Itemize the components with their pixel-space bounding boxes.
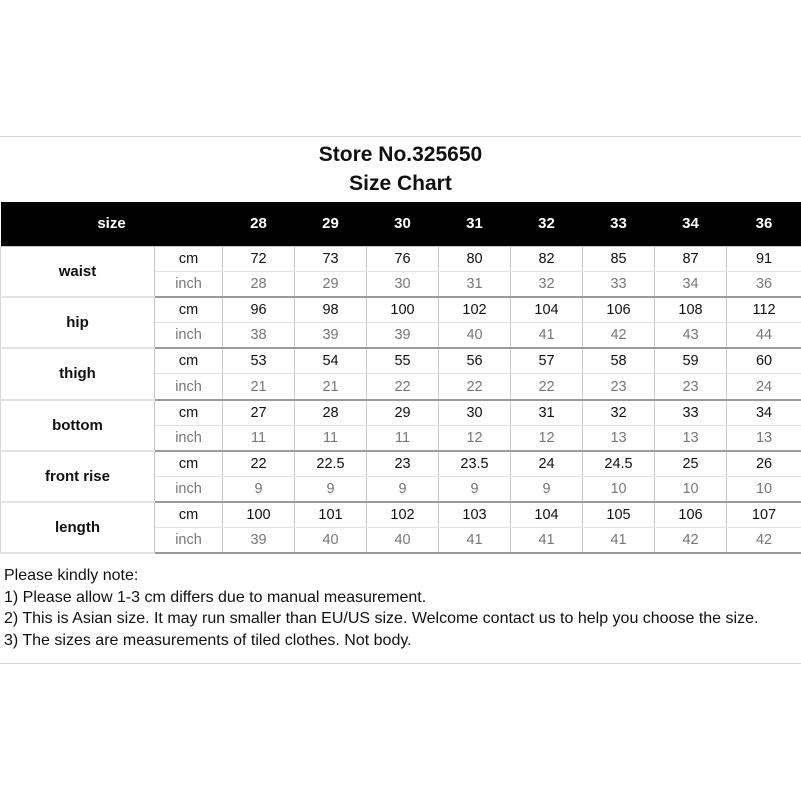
unit-cell: inch [155, 528, 223, 554]
inch-value-cell: 11 [295, 425, 367, 451]
size-header-cell: 28 [223, 202, 295, 246]
inch-value-cell: 13 [727, 425, 801, 451]
inch-value-cell: 42 [727, 528, 801, 554]
cm-value-cell: 22.5 [295, 451, 367, 477]
inch-value-cell: 40 [439, 323, 511, 349]
cm-value-cell: 112 [727, 297, 801, 323]
cm-value-cell: 108 [655, 297, 727, 323]
cm-value-cell: 101 [295, 502, 367, 528]
unit-cell: cm [155, 348, 223, 374]
notes-block [4, 565, 799, 651]
size-table-body [1, 246, 801, 553]
inch-value-cell: 31 [439, 272, 511, 298]
inch-value-cell: 23 [655, 374, 727, 400]
inch-value-cell: 39 [295, 323, 367, 349]
cm-value-cell: 31 [511, 400, 583, 426]
chart-title: Size Chart [349, 172, 452, 195]
unit-cell: cm [155, 502, 223, 528]
cm-value-cell: 26 [727, 451, 801, 477]
cm-value-cell: 106 [583, 297, 655, 323]
cm-value-cell: 106 [655, 502, 727, 528]
inch-value-cell: 22 [511, 374, 583, 400]
inch-value-cell: 39 [223, 528, 295, 554]
cm-value-cell: 96 [223, 297, 295, 323]
inch-value-cell: 11 [367, 425, 439, 451]
unit-cell: cm [155, 400, 223, 426]
inch-value-cell: 42 [655, 528, 727, 554]
cm-value-cell: 33 [655, 400, 727, 426]
inch-value-cell: 10 [655, 476, 727, 502]
note-item: 3) The sizes are measurements of tiled clothes. Not body. [4, 631, 412, 649]
inch-value-cell: 39 [367, 323, 439, 349]
cm-value-cell: 34 [727, 400, 801, 426]
inch-value-cell: 21 [295, 374, 367, 400]
inch-value-cell: 22 [439, 374, 511, 400]
cm-value-cell: 22 [223, 451, 295, 477]
inch-value-cell: 9 [367, 476, 439, 502]
cm-value-cell: 107 [727, 502, 801, 528]
inch-value-cell: 12 [511, 425, 583, 451]
inch-value-cell: 43 [655, 323, 727, 349]
cm-value-cell: 104 [511, 502, 583, 528]
size-header-cell: 33 [583, 202, 655, 246]
measure-label-waist: waist [1, 246, 155, 297]
inch-value-cell: 13 [655, 425, 727, 451]
inch-value-cell: 40 [367, 528, 439, 554]
inch-value-cell: 24 [727, 374, 801, 400]
inch-value-cell: 36 [727, 272, 801, 298]
inch-value-cell: 41 [439, 528, 511, 554]
cm-value-cell: 23.5 [439, 451, 511, 477]
inch-value-cell: 22 [367, 374, 439, 400]
measure-row-hip-cm [1, 297, 801, 323]
inch-value-cell: 41 [511, 323, 583, 349]
inch-value-cell: 10 [727, 476, 801, 502]
cm-value-cell: 57 [511, 348, 583, 374]
measure-row-length-cm [1, 502, 801, 528]
cm-value-cell: 104 [511, 297, 583, 323]
unit-cell: inch [155, 476, 223, 502]
inch-value-cell: 9 [223, 476, 295, 502]
size-header-cell: 32 [511, 202, 583, 246]
inch-value-cell: 40 [295, 528, 367, 554]
note-item: 1) Please allow 1-3 cm differs due to manual measurement. [4, 588, 427, 606]
measure-row-front-rise-cm [1, 451, 801, 477]
inch-value-cell: 42 [583, 323, 655, 349]
inch-value-cell: 29 [295, 272, 367, 298]
inch-value-cell: 9 [439, 476, 511, 502]
unit-cell: inch [155, 374, 223, 400]
note-item: 2) This is Asian size. It may run smaller than EU/US size. Welcome contact us to help you choose the size. [4, 610, 759, 627]
cm-value-cell: 73 [295, 246, 367, 272]
size-header-cell: 29 [295, 202, 367, 246]
measure-label-front-rise: front rise [1, 451, 155, 502]
inch-value-cell: 30 [367, 272, 439, 298]
cm-value-cell: 24 [511, 451, 583, 477]
cm-value-cell: 60 [727, 348, 801, 374]
inch-value-cell: 10 [583, 476, 655, 502]
measure-label-bottom: bottom [1, 400, 155, 451]
inch-value-cell: 12 [439, 425, 511, 451]
cm-value-cell: 98 [295, 297, 367, 323]
cm-value-cell: 100 [223, 502, 295, 528]
cm-value-cell: 28 [295, 400, 367, 426]
cm-value-cell: 72 [223, 246, 295, 272]
cm-value-cell: 91 [727, 246, 801, 272]
cm-value-cell: 53 [223, 348, 295, 374]
unit-cell: inch [155, 272, 223, 298]
store-title: Store No.325650 [318, 143, 483, 166]
cm-value-cell: 29 [367, 400, 439, 426]
cm-value-cell: 23 [367, 451, 439, 477]
cm-value-cell: 59 [655, 348, 727, 374]
inch-value-cell: 28 [223, 272, 295, 298]
inch-value-cell: 32 [511, 272, 583, 298]
cm-value-cell: 87 [655, 246, 727, 272]
unit-cell: cm [155, 451, 223, 477]
unit-cell: inch [155, 425, 223, 451]
cm-value-cell: 80 [439, 246, 511, 272]
notes-heading: Please kindly note: [4, 567, 139, 584]
inch-value-cell: 9 [511, 476, 583, 502]
unit-cell: cm [155, 246, 223, 272]
inch-value-cell: 41 [583, 528, 655, 554]
size-header-label: size [1, 202, 223, 246]
cm-value-cell: 100 [367, 297, 439, 323]
size-header-cell: 31 [439, 202, 511, 246]
size-header-cell: 30 [367, 202, 439, 246]
inch-value-cell: 23 [583, 374, 655, 400]
inch-value-cell: 11 [223, 425, 295, 451]
cm-value-cell: 24.5 [583, 451, 655, 477]
inch-value-cell: 41 [511, 528, 583, 554]
inch-value-cell: 13 [583, 425, 655, 451]
cm-value-cell: 76 [367, 246, 439, 272]
cm-value-cell: 82 [511, 246, 583, 272]
cm-value-cell: 85 [583, 246, 655, 272]
cm-value-cell: 55 [367, 348, 439, 374]
size-table [0, 202, 801, 554]
cm-value-cell: 102 [439, 297, 511, 323]
inch-value-cell: 9 [295, 476, 367, 502]
measure-row-bottom-cm [1, 400, 801, 426]
measure-label-length: length [1, 502, 155, 553]
measure-row-thigh-cm [1, 348, 801, 374]
inch-value-cell: 21 [223, 374, 295, 400]
inch-value-cell: 33 [583, 272, 655, 298]
cm-value-cell: 103 [439, 502, 511, 528]
inch-value-cell: 44 [727, 323, 801, 349]
size-header-row [1, 202, 801, 246]
size-header-cell: 34 [655, 202, 727, 246]
cm-value-cell: 54 [295, 348, 367, 374]
cm-value-cell: 102 [367, 502, 439, 528]
cm-value-cell: 32 [583, 400, 655, 426]
unit-cell: inch [155, 323, 223, 349]
size-chart-card [0, 136, 801, 664]
cm-value-cell: 25 [655, 451, 727, 477]
inch-value-cell: 38 [223, 323, 295, 349]
cm-value-cell: 56 [439, 348, 511, 374]
measure-label-hip: hip [1, 297, 155, 348]
size-header-cell: 36 [727, 202, 801, 246]
inch-value-cell: 34 [655, 272, 727, 298]
cm-value-cell: 30 [439, 400, 511, 426]
unit-cell: cm [155, 297, 223, 323]
cm-value-cell: 105 [583, 502, 655, 528]
measure-label-thigh: thigh [1, 348, 155, 399]
measure-row-waist-cm [1, 246, 801, 272]
cm-value-cell: 58 [583, 348, 655, 374]
cm-value-cell: 27 [223, 400, 295, 426]
